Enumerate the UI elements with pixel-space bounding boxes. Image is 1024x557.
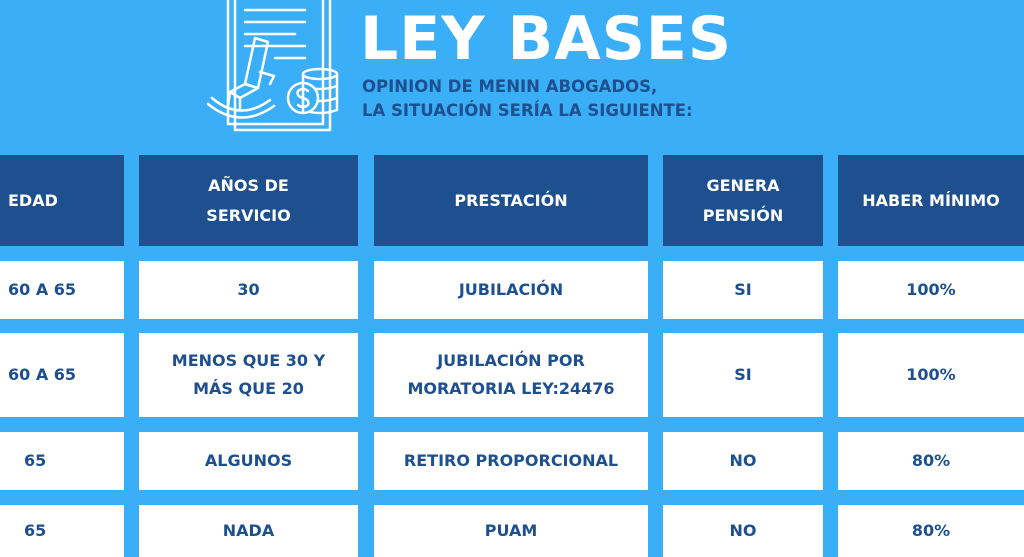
table-cell-edad: 60 A 65 [0, 333, 124, 417]
table-cell-genera-pension: NO [663, 505, 823, 557]
table-cell-genera-pension: SI [663, 261, 823, 319]
column-header-prestacion: PRESTACIÓN [374, 155, 648, 246]
column-header-haber-minimo: HABER MÍNIMO [838, 155, 1024, 246]
table-cell-genera-pension: SI [663, 333, 823, 417]
table-cell-genera-pension: NO [663, 432, 823, 490]
table-cell-anos-servicio: MENOS QUE 30 Y MÁS QUE 20 [139, 333, 358, 417]
page-subtitle [362, 75, 693, 123]
table-cell-haber-minimo: 80% [838, 505, 1024, 557]
table-cell-prestacion: JUBILACIÓN POR MORATORIA LEY:24476 [374, 333, 648, 417]
table-cell-edad: 65 [0, 432, 124, 490]
table-cell-haber-minimo: 100% [838, 333, 1024, 417]
table-cell-anos-servicio: NADA [139, 505, 358, 557]
table-cell-edad: 60 A 65 [0, 261, 124, 319]
table-cell-anos-servicio: 30 [139, 261, 358, 319]
column-header-genera-pension: GENERA PENSIÓN [663, 155, 823, 246]
table-cell-prestacion: RETIRO PROPORCIONAL [374, 432, 648, 490]
table-cell-haber-minimo: 100% [838, 261, 1024, 319]
column-header-edad: EDAD [0, 155, 124, 246]
table-cell-haber-minimo: 80% [838, 432, 1024, 490]
table-cell-anos-servicio: ALGUNOS [139, 432, 358, 490]
retirement-document-icon [200, 0, 350, 135]
column-header-anos-servicio: AÑOS DE SERVICIO [139, 155, 358, 246]
subtitle-line-2: LA SITUACIÓN SERÍA LA SIGUIENTE: [362, 101, 693, 120]
table-cell-prestacion: JUBILACIÓN [374, 261, 648, 319]
table-cell-prestacion: PUAM [374, 505, 648, 557]
page-title: LEY BASES [360, 4, 733, 74]
subtitle-line-1: OPINION DE MENIN ABOGADOS, [362, 77, 658, 96]
table-cell-edad: 65 [0, 505, 124, 557]
